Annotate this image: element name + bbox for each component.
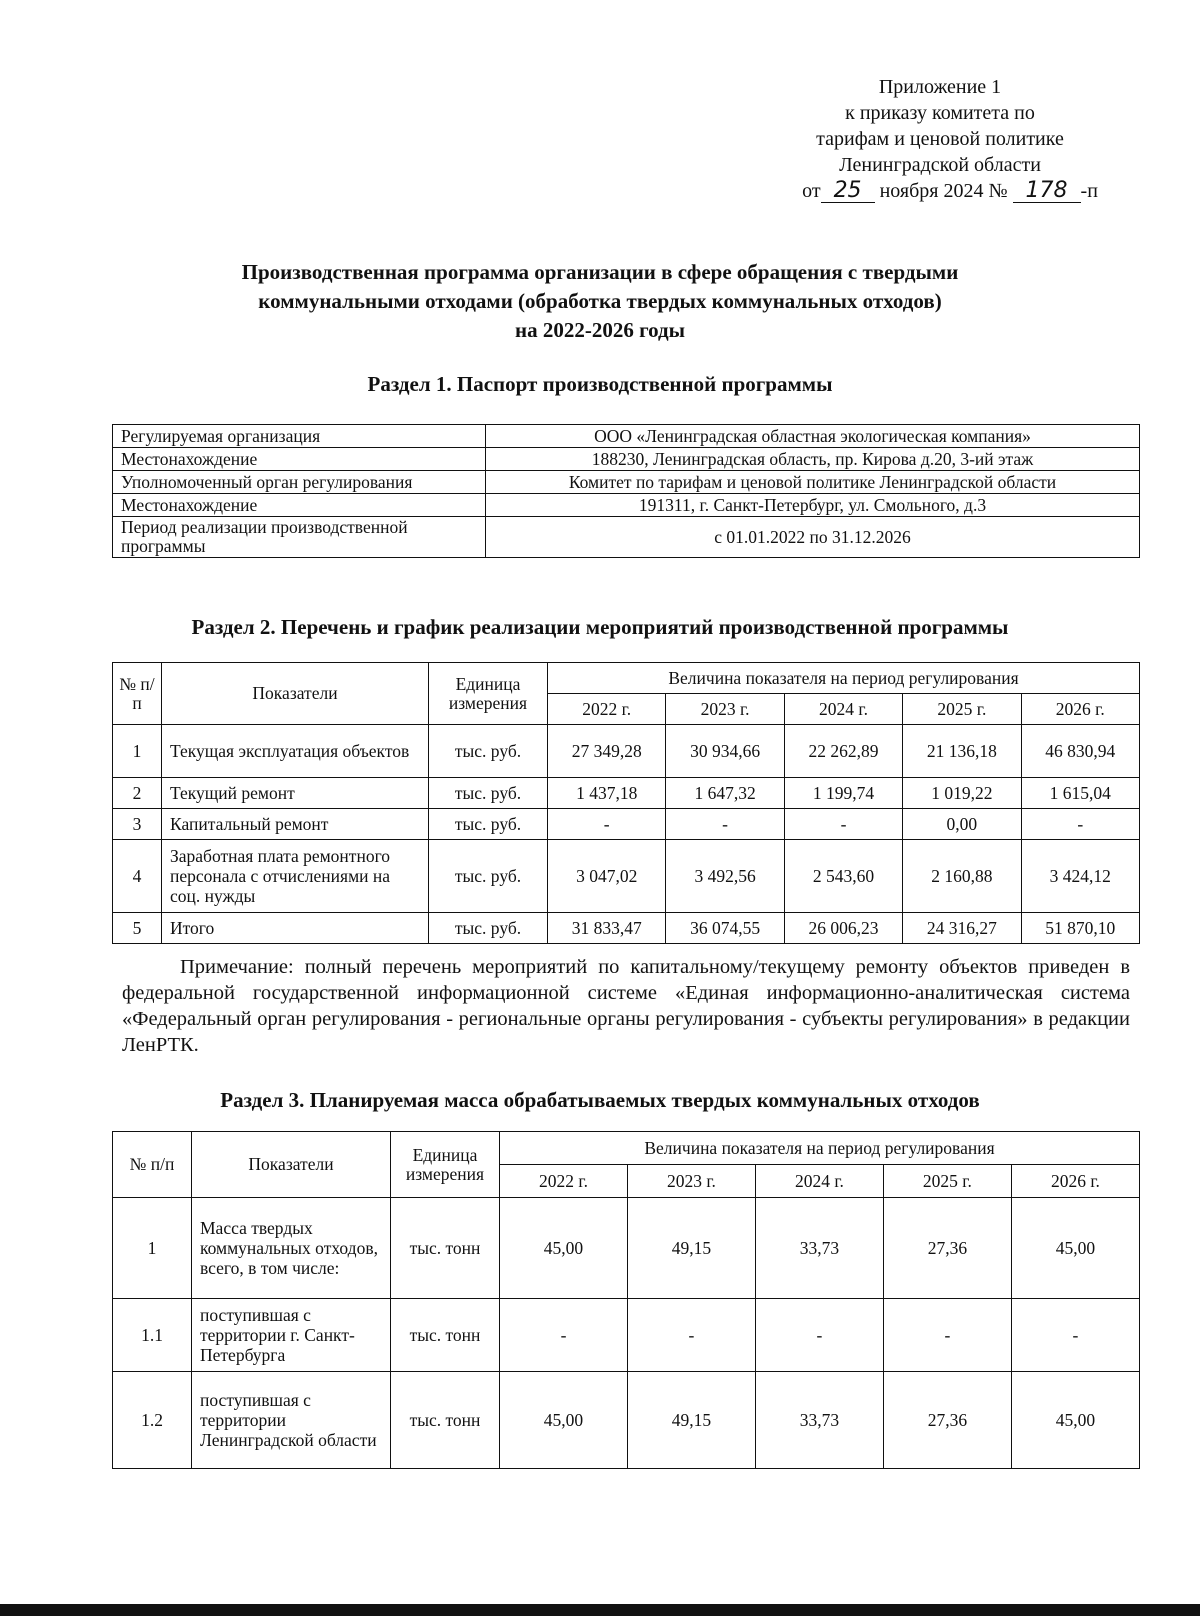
row-value: - [627,1299,755,1372]
row-indicator: Заработная плата ремонтного персонала с отчислениями на соц. нужды [162,840,429,913]
scan-bottom-edge [0,1604,1200,1616]
row-value: 33,73 [755,1372,883,1469]
document-title [150,258,1050,345]
passport-value: ООО «Ленинградская областная экологическая компания» [486,425,1140,448]
row-value: - [755,1299,883,1372]
row-indicator: поступившая с территории г. Санкт-Петербурга [192,1299,391,1372]
row-number: 1 [113,725,162,778]
row-indicator: поступившая с территории Ленинградской области [192,1372,391,1469]
row-value: - [883,1299,1011,1372]
header-year: 2022 г. [500,1165,628,1198]
header-year: 2026 г. [1021,694,1139,725]
row-number: 4 [113,840,162,913]
row-value: 3 424,12 [1021,840,1139,913]
row-number: 1.1 [113,1299,192,1372]
appendix-order-ref: к приказу комитета по [845,102,1035,124]
header-period: Величина показателя на период регулирования [500,1132,1140,1165]
row-value: 45,00 [500,1198,628,1299]
row-value: 45,00 [1011,1198,1139,1299]
mass-table [112,1131,1140,1469]
header-year: 2024 г. [784,694,902,725]
row-value: 3 047,02 [548,840,666,913]
row-value: 30 934,66 [666,725,784,778]
section2-title: Раздел 2. Перечень и график реализации мероприятий производственной программы [191,615,1009,639]
row-value: 51 870,10 [1021,913,1139,944]
header-num: № п/п [113,663,162,725]
row-value: 3 492,56 [666,840,784,913]
row-value: 22 262,89 [784,725,902,778]
passport-value: Комитет по тарифам и ценовой политике Ленинградской области [486,471,1140,494]
passport-row [113,425,1140,448]
row-value: 24 316,27 [903,913,1021,944]
table-row [113,1198,1140,1299]
row-unit: тыс. руб. [429,725,548,778]
date-prefix: от [802,180,821,202]
row-value: 27 349,28 [548,725,666,778]
row-number: 3 [113,809,162,840]
row-unit: тыс. руб. [429,913,548,944]
date-day-handwritten: 25 [821,180,875,203]
row-value: 0,00 [903,809,1021,840]
row-value: 1 437,18 [548,778,666,809]
table-row [113,1299,1140,1372]
header-year: 2025 г. [883,1165,1011,1198]
section3-title: Раздел 3. Планируемая масса обрабатываемых твердых коммунальных отходов [220,1088,980,1112]
date-middle: ноября 2024 № [879,180,1008,202]
row-value: 46 830,94 [1021,725,1139,778]
header-year: 2022 г. [548,694,666,725]
row-value: - [784,809,902,840]
passport-key: Уполномоченный орган регулирования [113,471,486,494]
row-indicator: Текущая эксплуатация объектов [162,725,429,778]
row-indicator: Масса твердых коммунальных отходов, всего, в том числе: [192,1198,391,1299]
row-value: 26 006,23 [784,913,902,944]
row-value: 27,36 [883,1198,1011,1299]
row-unit: тыс. руб. [429,840,548,913]
appendix-header [740,74,1140,204]
passport-value: 188230, Ленинградская область, пр. Кирова д.20, 3-ий этаж [486,448,1140,471]
header-year: 2024 г. [755,1165,883,1198]
header-year: 2023 г. [666,694,784,725]
row-unit: тыс. руб. [429,809,548,840]
passport-row [113,448,1140,471]
appendix-date-line [750,178,1150,204]
passport-key: Местонахождение [113,494,486,517]
table-row [113,840,1140,913]
passport-row [113,517,1140,558]
title-line-2: коммунальными отходами (обработка твердых коммунальных отходов) [258,289,942,313]
header-indicator: Показатели [192,1132,391,1198]
row-value: 33,73 [755,1198,883,1299]
passport-key: Регулируемая организация [113,425,486,448]
row-value: 2 160,88 [903,840,1021,913]
header-year: 2023 г. [627,1165,755,1198]
header-period: Величина показателя на период регулирования [548,663,1140,694]
row-value: 45,00 [1011,1372,1139,1469]
table-row [113,809,1140,840]
order-suffix: -п [1080,180,1098,202]
table-row [113,778,1140,809]
measures-table [112,662,1140,944]
appendix-region: Ленинградской области [839,154,1041,176]
row-value: 31 833,47 [548,913,666,944]
row-value: 49,15 [627,1198,755,1299]
row-value: 1 647,32 [666,778,784,809]
passport-key: Период реализации производственной программы [113,517,486,558]
passport-row [113,494,1140,517]
table-row [113,913,1140,944]
table-row [113,1372,1140,1469]
row-indicator: Капитальный ремонт [162,809,429,840]
row-value: 1 615,04 [1021,778,1139,809]
row-value: - [1011,1299,1139,1372]
row-value: 27,36 [883,1372,1011,1469]
row-value: - [548,809,666,840]
row-number: 2 [113,778,162,809]
row-value: - [666,809,784,840]
title-line-3: на 2022-2026 годы [514,318,686,342]
row-value: 49,15 [627,1372,755,1469]
header-unit: Единица измерения [429,663,548,725]
section1-title: Раздел 1. Паспорт производственной программы [367,372,833,396]
title-line-1: Производственная программа организации в сфере обращения с твердыми [241,260,959,284]
row-number: 5 [113,913,162,944]
row-value: 2 543,60 [784,840,902,913]
section2-note: Примечание: полный перечень мероприятий по капитальному/текущему ремонту объектов приведен в федеральной государственной информационной системе «Единая информационно-аналитическая система «Федеральный орган регулирования - региональные органы регулирования - субъекты регулирования» в редакции ЛенРТК. [122,956,1130,1056]
order-number-handwritten: 178 [1013,180,1081,203]
row-value: - [500,1299,628,1372]
passport-value: с 01.01.2022 по 31.12.2026 [486,517,1140,558]
row-indicator: Текущий ремонт [162,778,429,809]
row-unit: тыс. тонн [391,1198,500,1299]
row-number: 1.2 [113,1372,192,1469]
passport-value: 191311, г. Санкт-Петербург, ул. Смольного, д.3 [486,494,1140,517]
header-num: № п/п [113,1132,192,1198]
appendix-label: Приложение 1 [878,76,1002,98]
row-value: - [1021,809,1139,840]
header-unit: Единица измерения [391,1132,500,1198]
passport-key: Местонахождение [113,448,486,471]
row-value: 1 019,22 [903,778,1021,809]
row-number: 1 [113,1198,192,1299]
header-indicator: Показатели [162,663,429,725]
passport-table [112,424,1140,558]
row-indicator: Итого [162,913,429,944]
header-year: 2026 г. [1011,1165,1139,1198]
row-unit: тыс. тонн [391,1372,500,1469]
row-unit: тыс. тонн [391,1299,500,1372]
passport-row [113,471,1140,494]
row-value: 36 074,55 [666,913,784,944]
table-row [113,725,1140,778]
row-value: 1 199,74 [784,778,902,809]
row-value: 45,00 [500,1372,628,1469]
row-unit: тыс. руб. [429,778,548,809]
row-value: 21 136,18 [903,725,1021,778]
header-year: 2025 г. [903,694,1021,725]
appendix-committee: тарифам и ценовой политике [816,128,1064,150]
